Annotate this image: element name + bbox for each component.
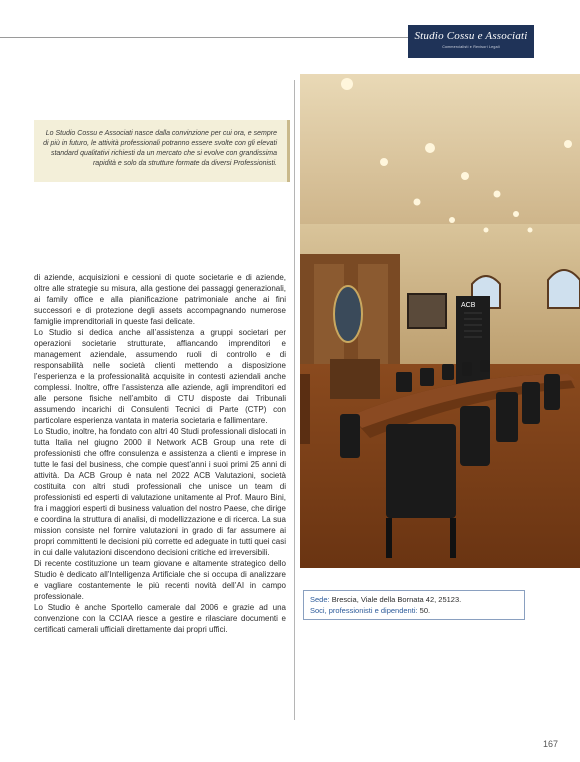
page-number: 167 <box>542 739 558 749</box>
sede-label: Sede: <box>310 595 330 604</box>
staff-line <box>310 605 518 616</box>
article-paragraph: Lo Studio è anche Sportello camerale dal 2006 e grazie ad una convenzione con la CCIAA riesce a gestire e rilasciare documenti e certificati camerali ufficiali direttamente dai propri uffici. <box>34 603 286 634</box>
sede-line <box>310 594 518 605</box>
header-rule <box>0 37 408 38</box>
studio-logo <box>408 25 534 58</box>
article-paragraph: Lo Studio, inoltre, ha fondato con altri 40 Studi professionali dislocati in tutta Italia nel giugno 2000 il Network ACB Group una rete di professionisti che offre consulenza e assistenza a clienti e imprese in tutte le fasi del business, che compie quest’anni i suoi primi 25 anni di attività. Da ACB Group è nata nel 2022 ACB Valutazioni, società costituita con altri studi professionali che unisce un team di professionisti ed esperti di valutazione unitamente al Prof. Mauro Bini, fra i maggiori esperti di business valuation del nostro Paese, che dirige e coordina la struttura di analisi, di modellizzazione e di ricerca. La sua mission consiste nel fornire valutazioni in grado di far assumere ai propri committenti le decisioni più corrette ed adeguate in tutti quei casi in cui dalle valutazioni discendono decisioni critiche ed irreversibili. <box>34 427 286 557</box>
staff-value: 50. <box>419 606 431 615</box>
article-body <box>34 272 286 635</box>
article-paragraph: Lo Studio si dedica anche all’assistenza a gruppi societari per operazioni societarie strutturate, affiancando imprenditori e management aziendale, assumendo ruoli di controllo e di responsabilità nelle società clienti mettendo a disposizione l’esperienza e la professionalità acquisite in contesti aziendali anche complessi. Inoltre, offre l’assistenza alle aziende, agli imprenditori ed alle persone fisiche nell’ambito di CTU disposte dai Tribunali assumendo incarichi di Consulenti Tecnici di Parte (CTP) con particolare esperienza vantata in materia societaria e fallimentare. <box>34 328 286 425</box>
column-divider <box>294 80 295 720</box>
photo-sign-text: ACB <box>461 302 476 309</box>
sede-value: Brescia, Viale della Bornata 42, 25123. <box>331 595 462 604</box>
office-info-box <box>303 590 525 620</box>
conference-room-illustration <box>300 74 580 568</box>
intro-callout-text: Lo Studio Cossu e Associati nasce dalla convinzione per cui ora, e sempre di più in futuro, le attività professionali potranno essere svolte con gli elevati standard qualitativi richiesti da un mercato che si evolve con grandissima rapidità e solo da strutture formate da diversi Professionisti. <box>43 130 277 167</box>
article-paragraph: Di recente costituzione un team giovane e altamente strategico dello Studio è dedicato all’Intelligenza Artificiale che si occupa di analizzare e vagliare costantemente le più recenti novità dell’AI in campo professionale. <box>34 559 286 601</box>
staff-label: Soci, professionisti e dipendenti: <box>310 606 418 615</box>
intro-callout <box>34 120 290 182</box>
office-photo <box>300 74 580 568</box>
article-paragraph: di aziende, acquisizioni e cessioni di quote societarie e di aziende, oltre alle strategie su misura, alla gestione dei passaggi generazionali, ai family office e alla pianificazione patrimoniale anche ai fini successori e di protezione degli assets accompagnando numerose famiglie imprenditoriali in queste fasi delicate. <box>34 273 286 326</box>
logo-name: Studio Cossu e Associati <box>414 30 528 42</box>
logo-tagline: Commercialisti e Revisori Legali <box>442 45 500 49</box>
